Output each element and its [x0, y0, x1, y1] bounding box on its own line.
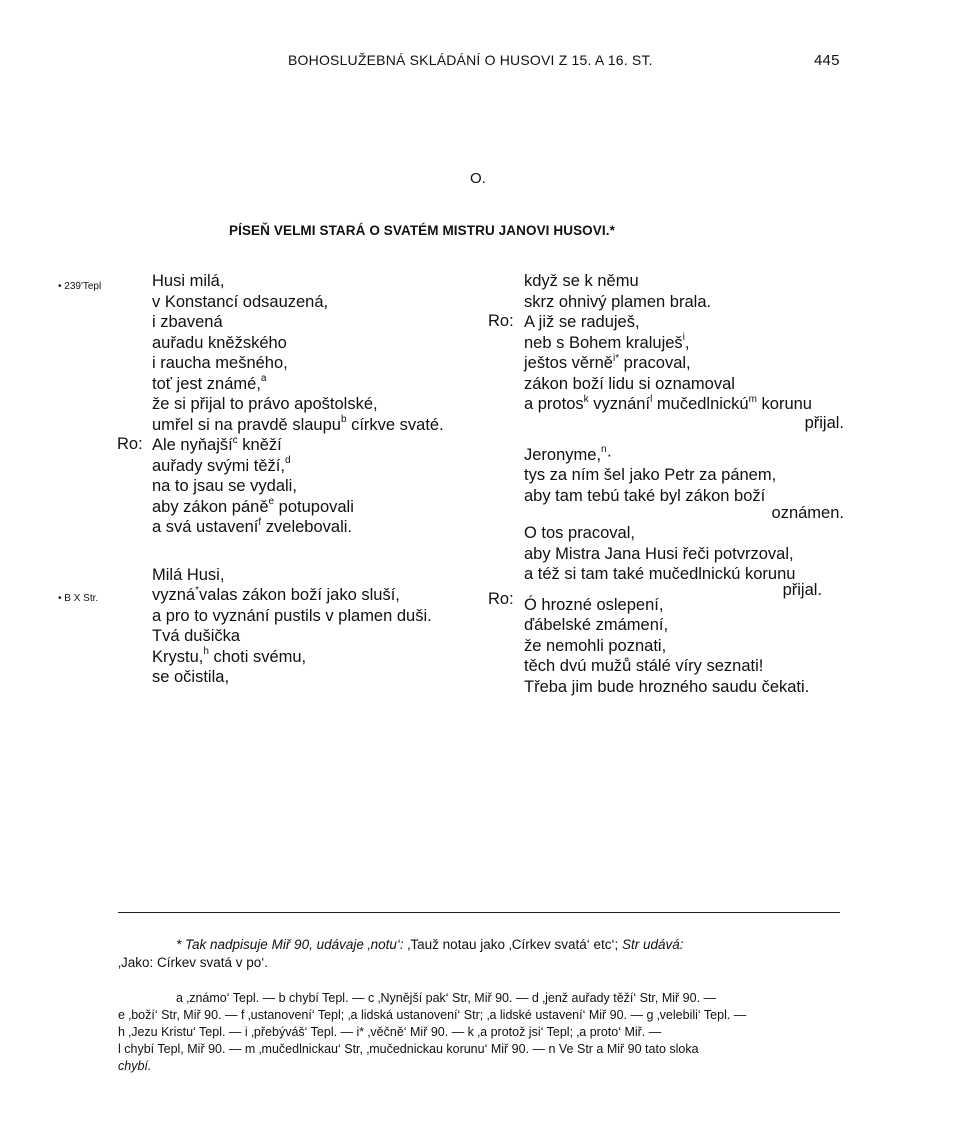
- line-text: a svá ustavení: [152, 518, 259, 536]
- stanza-gap: [152, 538, 444, 565]
- poem-line: se očistila,: [152, 668, 230, 686]
- poem-line: zákon boží lidu si oznamoval: [524, 374, 735, 393]
- poem-line: A již se raduješ,: [524, 313, 640, 331]
- section-letter: O.: [470, 170, 486, 187]
- margin-note-str: • B X Str.: [58, 593, 99, 604]
- poem-line: tys za ním šel jako Petr za pánem,: [524, 466, 777, 484]
- poem-line: [152, 517, 444, 538]
- poem-line: že si přijal to právo apoštolské,: [152, 395, 378, 413]
- poem-line-wrap: přijal.: [804, 413, 844, 432]
- variant-line: h ‚Jezu Kristu‘ Tepl. — i ‚přebýváš‘ Tepl. — i* ‚věčně‘ Miř 90. — k ‚a protož jsi‘ Tepl; ‚a proto‘ Miř. —: [118, 1025, 662, 1039]
- poem-line: [152, 415, 444, 436]
- line-text: Ale nyňajší: [152, 436, 233, 454]
- right-column: [524, 271, 844, 697]
- poem-line: [152, 435, 444, 456]
- line-text: zvelebovali.: [261, 518, 352, 536]
- line-text: Krystu,: [152, 647, 204, 666]
- poem-line: i raucha mešného,: [152, 354, 288, 372]
- footnote-marker: c: [232, 434, 238, 446]
- line-text: potupovali: [274, 497, 354, 516]
- poem-line: Husi milá,: [152, 272, 225, 290]
- line-text: toť jest známé,: [152, 374, 261, 393]
- footnote-marker: d: [284, 455, 291, 466]
- poem-line: na to jsau se vydali,: [152, 477, 297, 495]
- poem-line: [524, 353, 844, 374]
- line-text: mučedlnickú: [652, 395, 749, 413]
- ro-label: Ro:: [488, 590, 514, 608]
- poem-line: O tos pracoval,: [524, 524, 635, 542]
- footnote-star-line1: [118, 936, 842, 954]
- poem-line: [152, 647, 444, 668]
- poem-line: [152, 585, 444, 606]
- line-text: církve svaté.: [346, 415, 444, 434]
- footnote-text: ‚Tauž notau jako ‚Církev svatá‘ etc‘;: [403, 937, 623, 952]
- footnote-marker: b: [340, 414, 347, 425]
- poem-line: těch dvú mužů stálé víry seznati!: [524, 657, 764, 675]
- footnote-marker: e: [268, 496, 275, 507]
- footnote-marker: n: [601, 444, 607, 455]
- poem-line: Milá Husi,: [152, 565, 225, 584]
- footnote-marker: *: [195, 584, 200, 596]
- line-text: valas zákon boží jako sluší,: [199, 586, 400, 604]
- footnote-marker: m: [748, 393, 757, 405]
- footnote-marker: h: [203, 646, 209, 657]
- poem-line: Ó hrozné oslepení,: [524, 595, 664, 614]
- stanza-gap: [524, 433, 844, 445]
- variant-line: e ‚boží‘ Str, Miř 90. — f ‚ustanovení‘ Tepl; ‚a lidská ustanovení‘ Str; ‚a lidské ustavení‘ Miř 90. — g ‚velebili‘ Tepl. —: [118, 1008, 747, 1022]
- footnote-marker: l: [650, 393, 653, 405]
- line-text: neb s Bohem kraluješ: [524, 333, 683, 352]
- line-text: a protos: [524, 395, 584, 413]
- line-text: korunu: [756, 395, 812, 413]
- poem-line: [524, 394, 844, 415]
- variant-line: l chybí Tepl, Miř 90. — m ‚mučedlnickau‘ Str, ‚mučednickau korunu‘ Miř 90. — n Ve Str a Miř 90 tato sloka: [118, 1042, 699, 1056]
- line-text: Jeronyme,: [524, 445, 602, 464]
- poem-line: [524, 333, 844, 354]
- ro-label: Ro:: [488, 312, 514, 330]
- poem-line: i zbavená: [152, 313, 223, 331]
- page-number: 445: [814, 52, 840, 69]
- poem-line: Tvá dušička: [152, 627, 241, 645]
- footnote-marker: f: [258, 516, 262, 528]
- poem-line: [152, 456, 444, 477]
- left-column: [152, 271, 444, 688]
- variant-line: chybí.: [118, 1059, 152, 1073]
- line-text: ·: [606, 445, 613, 464]
- poem-line: [152, 497, 444, 518]
- variant-line: a ‚známo‘ Tepl. — b chybí Tepl. — c ‚Nynější pak‘ Str, Miř 90. — d ‚jenž auřady těží‘ Str, Miř 90. —: [176, 991, 717, 1005]
- line-text: vyznání: [588, 395, 651, 413]
- poem-line: že nemohli poznati,: [524, 636, 667, 655]
- footnote-marker: i: [682, 332, 685, 343]
- poem-line: ďábelské zmámení,: [524, 616, 669, 634]
- footnote-marker: k: [583, 393, 589, 405]
- poem-line: a též si tam také mučedlnickú korunu: [524, 565, 796, 583]
- footnote-star-line2: ‚Jako: Církev svatá v po‘.: [118, 955, 269, 970]
- margin-note-tepl: • 239'Tepl: [58, 281, 102, 292]
- poem-line-wrap: přijal.: [782, 580, 822, 599]
- poem-line: aby Mistra Jana Husi řeči potvrzoval,: [524, 544, 794, 563]
- poem-line: auřadu kněžského: [152, 333, 287, 352]
- poem-line: v Konstancí odsauzená,: [152, 292, 329, 311]
- poem-line: [524, 445, 844, 466]
- footnote-marker: a: [260, 373, 267, 384]
- line-text: ,: [684, 333, 690, 352]
- poem-line: [152, 374, 444, 395]
- line-text: umřel si na pravdě slaupu: [152, 415, 341, 434]
- footnote-text: * Tak nadpisuje Miř 90, udávaje ‚notu‘:: [176, 937, 404, 952]
- line-text: ještos věrně: [524, 354, 613, 372]
- footnote-divider: [118, 912, 840, 913]
- section-title: PÍSEŇ VELMI STARÁ O SVATÉM MISTRU JANOVI HUSOVI.*: [229, 223, 615, 238]
- footnote-star: [118, 936, 842, 972]
- line-text: vyzná: [152, 586, 196, 604]
- variant-notes: [118, 990, 842, 1075]
- line-text: kněží: [237, 436, 282, 454]
- line-text: auřady svými těží,: [152, 456, 285, 475]
- poem-line: skrz ohnivý plamen brala.: [524, 292, 712, 311]
- poem-line: a pro to vyznání pustils v plamen duši.: [152, 606, 432, 625]
- poem-line-wrap: oznámen.: [771, 504, 844, 522]
- poem-line: Třeba jim bude hrozného saudu čekati.: [524, 677, 810, 696]
- footnote-marker: i*: [612, 352, 620, 364]
- poem-line: když se k němu: [524, 272, 639, 290]
- line-text: choti svému,: [208, 647, 307, 666]
- ro-label: Ro:: [117, 435, 143, 453]
- footnote-text: Str udává:: [622, 937, 684, 952]
- poem-line: aby tam tebú také byl zákon boží: [524, 486, 766, 505]
- line-text: pracoval,: [619, 354, 691, 372]
- line-text: aby zákon páně: [152, 497, 269, 516]
- running-title: BOHOSLUŽEBNÁ SKLÁDÁNÍ O HUSOVI Z 15. A 16. ST.: [288, 52, 653, 68]
